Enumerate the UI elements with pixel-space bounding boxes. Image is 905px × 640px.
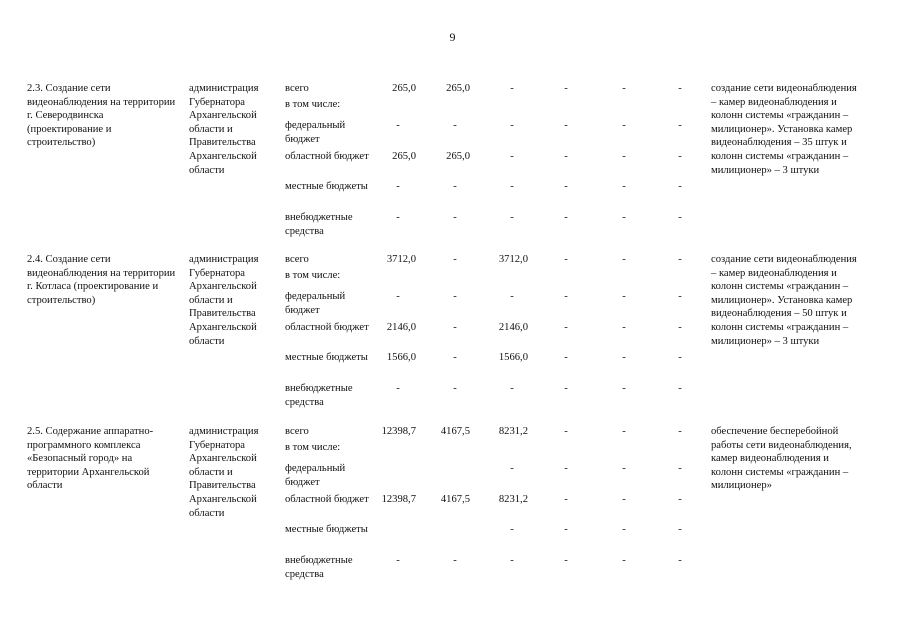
funding-source-label: всего bbox=[285, 83, 309, 94]
funding-value: - bbox=[453, 352, 457, 363]
funding-value: - bbox=[396, 212, 400, 223]
funding-value: - bbox=[564, 524, 568, 535]
funding-value: - bbox=[510, 151, 514, 162]
funding-value: - bbox=[510, 555, 514, 566]
funding-row bbox=[0, 351, 905, 379]
funding-value: 3712,0 bbox=[498, 254, 528, 265]
funding-value: - bbox=[564, 291, 568, 302]
funding-value: - bbox=[622, 383, 626, 394]
funding-value: - bbox=[564, 151, 568, 162]
funding-row bbox=[0, 119, 905, 147]
funding-value: - bbox=[510, 83, 514, 94]
funding-value: - bbox=[453, 181, 457, 192]
item-title: 2.5. Содержание аппаратно-программного комплекса «Безопасный город» на территории Архангельской области bbox=[27, 426, 154, 492]
item-result: обеспечение бесперебойной работы сети видеонаблюдения, камер видеонаблюдения и колонн системы «гражданин – милиционер» bbox=[711, 426, 852, 492]
page-number: 9 bbox=[449, 30, 456, 44]
funding-row bbox=[0, 150, 905, 178]
funding-value: - bbox=[678, 463, 682, 474]
funding-row bbox=[0, 211, 905, 239]
funding-value: - bbox=[510, 120, 514, 131]
funding-value: - bbox=[622, 524, 626, 535]
funding-value: - bbox=[453, 254, 457, 265]
funding-value: 265,0 bbox=[392, 151, 416, 162]
funding-value: - bbox=[622, 463, 626, 474]
funding-value: - bbox=[453, 555, 457, 566]
funding-source-label: внебюджетные средства bbox=[285, 383, 353, 408]
funding-source-label: местные бюджеты bbox=[285, 352, 368, 363]
funding-value: - bbox=[622, 212, 626, 223]
funding-row bbox=[0, 290, 905, 318]
funding-row bbox=[0, 554, 905, 582]
funding-value: - bbox=[396, 181, 400, 192]
funding-value: 8231,2 bbox=[498, 494, 528, 505]
funding-value: - bbox=[622, 352, 626, 363]
funding-value: - bbox=[678, 181, 682, 192]
funding-value: 265,0 bbox=[392, 83, 416, 94]
funding-value: - bbox=[622, 322, 626, 333]
funding-source-label: местные бюджеты bbox=[285, 524, 368, 535]
item-executor: администрация Губернатора Архангельской области и Правительства Архангельской области bbox=[189, 83, 259, 176]
funding-value: - bbox=[622, 181, 626, 192]
funding-source-label: в том числе: bbox=[285, 442, 341, 453]
funding-source-label: областной бюджет bbox=[285, 494, 369, 505]
funding-value: - bbox=[396, 383, 400, 394]
funding-value: - bbox=[510, 291, 514, 302]
funding-value: - bbox=[622, 120, 626, 131]
funding-value: - bbox=[510, 181, 514, 192]
funding-value: - bbox=[564, 352, 568, 363]
funding-value: - bbox=[510, 212, 514, 223]
funding-value: - bbox=[678, 120, 682, 131]
funding-value: - bbox=[678, 555, 682, 566]
funding-value: - bbox=[564, 181, 568, 192]
funding-row bbox=[0, 523, 905, 551]
funding-value: - bbox=[564, 555, 568, 566]
funding-value: - bbox=[453, 120, 457, 131]
funding-value: 1566,0 bbox=[386, 352, 416, 363]
funding-value: - bbox=[622, 83, 626, 94]
funding-source-label: внебюджетные средства bbox=[285, 212, 353, 237]
funding-value: - bbox=[678, 83, 682, 94]
funding-value: - bbox=[564, 83, 568, 94]
funding-source-label: областной бюджет bbox=[285, 151, 369, 162]
funding-value: - bbox=[564, 322, 568, 333]
funding-value: - bbox=[622, 426, 626, 437]
funding-value: - bbox=[622, 151, 626, 162]
funding-value: - bbox=[564, 212, 568, 223]
funding-source-label: в том числе: bbox=[285, 99, 341, 110]
funding-source-label: всего bbox=[285, 254, 309, 265]
funding-value: - bbox=[564, 426, 568, 437]
funding-value: - bbox=[396, 555, 400, 566]
funding-value: - bbox=[564, 120, 568, 131]
funding-value: - bbox=[678, 426, 682, 437]
funding-value: - bbox=[678, 254, 682, 265]
funding-row bbox=[0, 493, 905, 521]
item-result: создание сети видеонаблюдения – камер видеонаблюдения и колонн системы «гражданин – милиционер». Установка камер видеонаблюдения – 50 штук и колонн системы «гражданин – милиционер» – 3 штуки bbox=[711, 254, 857, 347]
funding-source-label: внебюджетные средства bbox=[285, 555, 353, 580]
funding-row bbox=[0, 321, 905, 349]
funding-value: - bbox=[622, 494, 626, 505]
funding-value: - bbox=[453, 212, 457, 223]
funding-value: - bbox=[453, 291, 457, 302]
funding-value: - bbox=[678, 383, 682, 394]
funding-value: 12398,7 bbox=[381, 494, 416, 505]
funding-value: 265,0 bbox=[446, 83, 470, 94]
funding-value: 2146,0 bbox=[386, 322, 416, 333]
funding-value: - bbox=[622, 254, 626, 265]
funding-value: 4167,5 bbox=[440, 426, 470, 437]
funding-value: 12398,7 bbox=[381, 426, 416, 437]
funding-value: - bbox=[678, 352, 682, 363]
funding-source-label: федеральный бюджет bbox=[285, 291, 346, 316]
funding-source-label: федеральный бюджет bbox=[285, 120, 346, 145]
item-executor: администрация Губернатора Архангельской области и Правительства Архангельской области bbox=[189, 426, 259, 519]
item-title: 2.3. Создание сети видеонаблюдения на территории г. Северодвинска (проектирование и строительство) bbox=[27, 83, 176, 149]
funding-value: - bbox=[564, 463, 568, 474]
funding-source-label: в том числе: bbox=[285, 270, 341, 281]
funding-value: 2146,0 bbox=[498, 322, 528, 333]
funding-source-label: федеральный бюджет bbox=[285, 463, 346, 488]
funding-source-label: местные бюджеты bbox=[285, 181, 368, 192]
funding-value: - bbox=[622, 291, 626, 302]
funding-source-label: всего bbox=[285, 426, 309, 437]
funding-value: - bbox=[564, 254, 568, 265]
funding-source-label: областной бюджет bbox=[285, 322, 369, 333]
funding-value: - bbox=[564, 494, 568, 505]
funding-row bbox=[0, 180, 905, 208]
funding-value: 3712,0 bbox=[386, 254, 416, 265]
funding-value: - bbox=[510, 463, 514, 474]
funding-value: 4167,5 bbox=[440, 494, 470, 505]
item-executor: администрация Губернатора Архангельской области и Правительства Архангельской области bbox=[189, 254, 259, 347]
funding-value: - bbox=[510, 524, 514, 535]
funding-value: - bbox=[453, 383, 457, 394]
funding-value: - bbox=[453, 322, 457, 333]
item-result: создание сети видеонаблюдения – камер видеонаблюдения и колонн системы «гражданин – милиционер». Установка камер видеонаблюдения – 35 штук и колонн системы «гражданин – милиционер» – 3 штуки bbox=[711, 83, 857, 176]
funding-row bbox=[0, 382, 905, 410]
funding-value: - bbox=[678, 212, 682, 223]
funding-value: 265,0 bbox=[446, 151, 470, 162]
funding-value: - bbox=[622, 555, 626, 566]
funding-value: - bbox=[678, 291, 682, 302]
funding-value: - bbox=[396, 291, 400, 302]
funding-value: - bbox=[396, 120, 400, 131]
funding-value: - bbox=[678, 151, 682, 162]
funding-value: - bbox=[510, 383, 514, 394]
funding-value: - bbox=[678, 494, 682, 505]
item-title: 2.4. Создание сети видеонаблюдения на территории г. Котласа (проектирование и строительство) bbox=[27, 254, 176, 306]
funding-value: - bbox=[678, 322, 682, 333]
funding-value: - bbox=[564, 383, 568, 394]
funding-row bbox=[0, 462, 905, 490]
funding-value: 1566,0 bbox=[498, 352, 528, 363]
funding-value: - bbox=[678, 524, 682, 535]
funding-value: 8231,2 bbox=[498, 426, 528, 437]
